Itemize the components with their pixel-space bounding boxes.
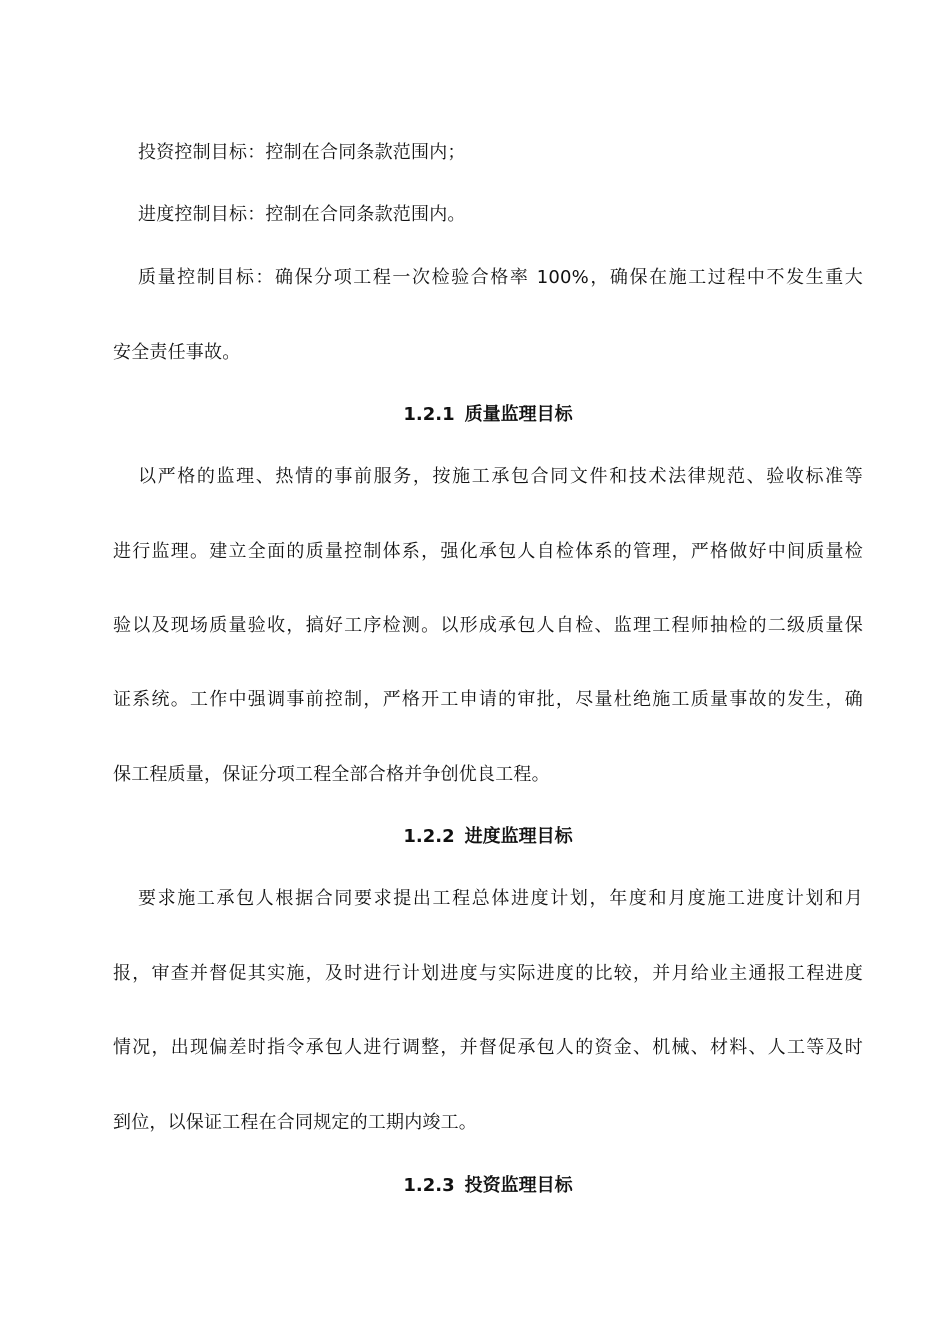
section-heading-1-2-1 — [0, 403, 950, 427]
section-title: 进度监理目标 — [464, 826, 573, 847]
section-number: 1.2.3 — [403, 1175, 455, 1196]
investment-goal-text: 投资控制目标：控制在合同条款范围内； — [138, 142, 466, 163]
paragraph-line: 保工程质量，保证分项工程全部合格并争创优良工程。 — [113, 764, 550, 785]
section-title: 投资监理目标 — [464, 1175, 573, 1196]
section-heading-1-2-3 — [0, 1174, 950, 1198]
paragraph-line: 以严格的监理、热情的事前服务，按施工承包合同文件和技术法律规范、验收标准等 — [138, 466, 863, 487]
section-number: 1.2.1 — [403, 404, 455, 425]
section-title: 质量监理目标 — [464, 404, 573, 425]
section-number: 1.2.2 — [403, 826, 455, 847]
section-heading-1-2-2 — [0, 825, 950, 849]
quality-goal-text-line-1: 质量控制目标：确保分项工程一次检验合格率 100%，确保在施工过程中不发生重大 — [138, 267, 863, 288]
paragraph-line: 到位，以保证工程在合同规定的工期内竣工。 — [113, 1112, 477, 1133]
paragraph-line: 要求施工承包人根据合同要求提出工程总体进度计划，年度和月度施工进度计划和月 — [138, 888, 863, 909]
paragraph-line: 报，审查并督促其实施，及时进行计划进度与实际进度的比较，并月给业主通报工程进度 — [113, 963, 863, 984]
schedule-goal-text: 进度控制目标：控制在合同条款范围内。 — [138, 204, 466, 225]
quality-goal-text-line-2: 安全责任事故。 — [113, 342, 241, 363]
paragraph-line: 情况，出现偏差时指令承包人进行调整，并督促承包人的资金、机械、材料、人工等及时 — [113, 1037, 863, 1058]
paragraph-line: 证系统。工作中强调事前控制，严格开工申请的审批，尽量杜绝施工质量事故的发生，确 — [113, 689, 863, 710]
paragraph-line: 验以及现场质量验收，搞好工序检测。以形成承包人自检、监理工程师抽检的二级质量保 — [113, 615, 863, 636]
paragraph-line: 进行监理。建立全面的质量控制体系，强化承包人自检体系的管理，严格做好中间质量检 — [113, 541, 863, 562]
